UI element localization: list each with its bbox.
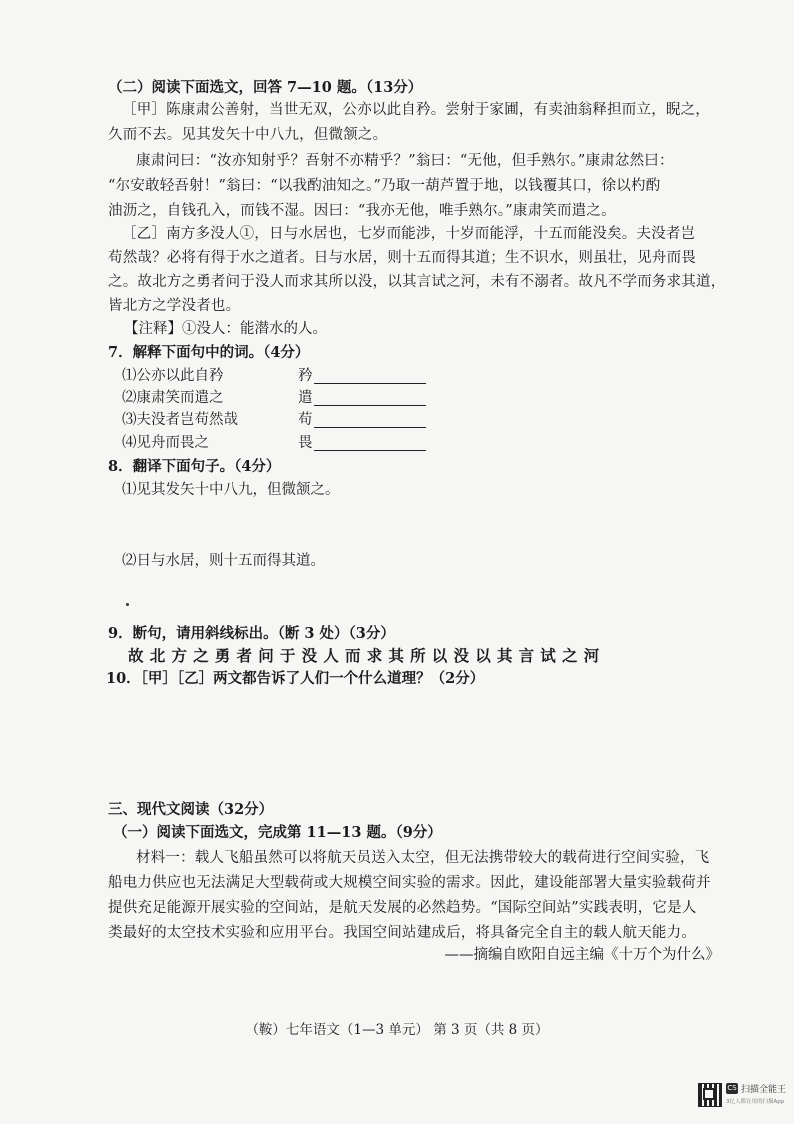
yi-line-4: 皆北方之学没者也。 (108, 298, 241, 314)
section3-heading: 三、现代文阅读（32分） (108, 801, 274, 818)
yi-line-1: ［乙］南方多没人①，日与水居也，七岁而能涉，十岁而能浮，十五而能没矣。夫没者岂 (122, 226, 696, 242)
q7-item-2-char: 遣 (298, 390, 313, 406)
note: 【注释】①没人：能潜水的人。 (124, 321, 327, 337)
q7-item-4-sentence: ⑷见舟而畏之 (122, 435, 209, 451)
q7-item-3-answer-line[interactable] (314, 427, 426, 428)
q10-title: 10．［甲］［乙］两文都告诉了人们一个什么道理？（2分） (106, 670, 485, 687)
camscanner-logo: CS (727, 1084, 737, 1092)
material-source: ——摘编自欧阳自远主编《十万个为什么》 (444, 947, 720, 963)
yi-line-3: 之。故北方之勇者问于没人而求其所以没，以其言试之河，未有不溺者。故凡不学而务求其道， (108, 274, 726, 290)
material-line-2: 船电力供应也无法满足大型载荷或大规模空间实验的需求。因此，建设能部署大量实验载荷并 (108, 875, 711, 891)
camscanner-name: 扫描全能王 (741, 1085, 787, 1095)
q7-item-4-answer-line[interactable] (314, 450, 426, 451)
material-line-4: 类最好的太空技术实验和应用平台。我国空间站建成后，将具备完全自主的载人航天能力。 (108, 925, 696, 941)
q7-item-1-answer-line[interactable] (314, 383, 426, 384)
yi-line-2: 苟然哉？必将有得于水之道者。日与水居，则十五而得其道；生不识水，则虽壮，见舟而畏 (108, 250, 696, 266)
material-line-3: 提供充足能源开展实验的空间站，是航天发展的必然趋势。“国际空间站”实践表明，它是人 (108, 900, 697, 916)
q9-title: 9．断句，请用斜线标出。（断 3 处）（3分） (108, 625, 395, 642)
section3-sub-heading: （一）阅读下面选文，完成第 11—13 题。（9分） (113, 824, 442, 841)
section2-heading: （二）阅读下面选文，回答 7—10 题。（13分） (108, 79, 423, 96)
jia-line-3: 康肃问曰：“汝亦知射乎？吾射不亦精乎？”翁曰：“无他，但手熟尔。”康肃忿然曰： (136, 153, 674, 169)
page-footer: （鞍）七年语文（1—3 单元） 第 3 页（共 8 页） (245, 1022, 549, 1038)
q8-sentence-1: ⑴见其发矢十中八九，但微颔之。 (122, 482, 340, 498)
q8-sentence-2: ⑵日与水居，则十五而得其道。 (122, 553, 325, 569)
q7-title: 7．解释下面句中的词。（4分） (108, 344, 310, 361)
jia-line-2: 久而不去。见其发矢十中八九，但微颔之。 (108, 127, 388, 143)
q7-item-4-char: 畏 (298, 435, 313, 451)
camscanner-tagline: 3亿人都在用的扫描App (726, 1099, 785, 1105)
q7-item-2-answer-line[interactable] (314, 405, 426, 406)
q8-title: 8．翻译下面句子。（4分） (108, 458, 281, 475)
qr-code-icon (698, 1083, 722, 1107)
material-line-1: 材料一：载人飞船虽然可以将航天员送入太空，但无法携带较大的载荷进行空间实验，飞 (136, 850, 710, 866)
q7-item-3-sentence: ⑶夫没者岂苟然哉 (122, 412, 238, 428)
scan-dot (126, 603, 129, 606)
q7-item-1-sentence: ⑴公亦以此自矜 (122, 368, 224, 384)
q9-sentence: 故北方之勇者问于没人而求其所以没以其言试之河 (128, 646, 606, 665)
jia-line-1: ［甲］陈康肃公善射，当世无双，公亦以此自矜。尝射于家圃，有卖油翁释担而立，睨之， (122, 102, 710, 118)
q7-item-2-sentence: ⑵康肃笑而遣之 (122, 390, 224, 406)
q7-item-1-char: 矜 (298, 368, 313, 384)
jia-line-4: “尔安敢轻吾射！”翁曰：“以我酌油知之。”乃取一葫芦置于地，以钱覆其口，徐以杓酌 (108, 178, 661, 194)
q7-item-3-char: 苟 (298, 412, 313, 428)
jia-line-5: 油沥之，自钱孔入，而钱不湿。因曰：“我亦无他，唯手熟尔。”康肃笑而遣之。 (108, 203, 616, 219)
